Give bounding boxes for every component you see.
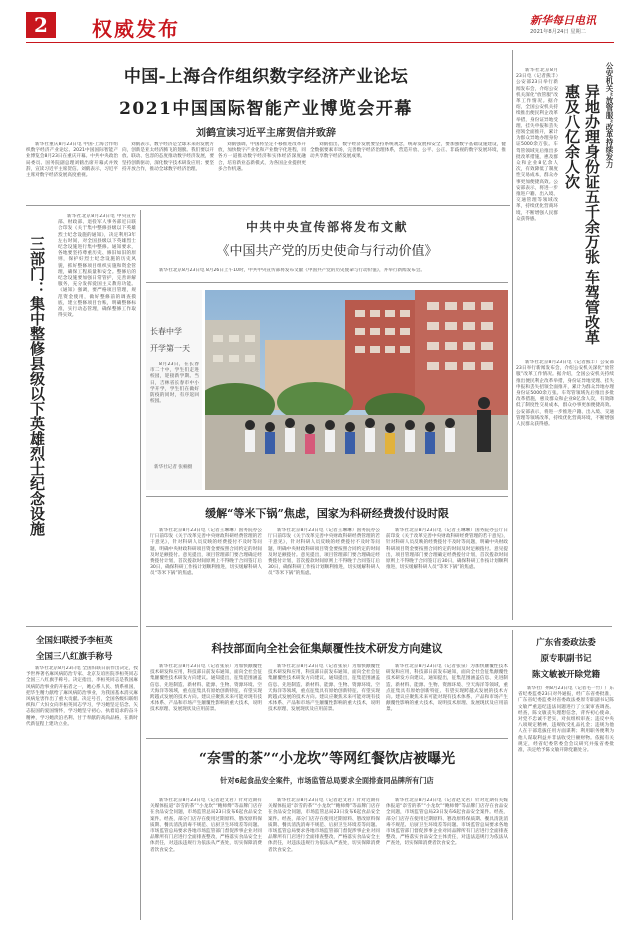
women-text: 新华社北京8月23日电 全国妇联日前作出决定，授予世界著名麻风病防治专家、北京友谊医院李桓英同志全国三八红旗手称号。决定指出，李桓英同志是我国麻风病防治事业的开拓者之一，她心系人民、情系祖国，把毕生精力献给了麻风病防治事业，为我国基本消灭麻风病危害作出了重大贡献。决定号召，全国各级妇联组织和广大妇女向李桓英同志学习，学习她坚定信念、矢志报国的爱国情怀，学习她坚守初心、执着追求的奋斗精神，学习她淡泊名利、甘于奉献的高尚品格，在新时代新征程上建功立业。 xyxy=(26,666,138,727)
lead-text-col-4: 刘鹤指出，数字经济发展要坚持系统观念，统筹发展和安全，要加强数字基础设施建设，健全数据要素市场，完善数字经济治理体系，营造开放、公平、公正、非歧视的数字发展环境，推动共享数字经济发展成果。 xyxy=(310,142,506,160)
publication-title: 中共中央宣传部将发布文献 xyxy=(245,220,408,234)
divider-left xyxy=(140,210,141,630)
divider-science-top xyxy=(146,496,508,497)
science-text-col-1: 新华社北京8月23日电（记者王琳琳）国务院办公厅日前印发《关于改革完善中央财政科研经费管理的若干意见》，针对科研人员反映的经费拨付不及时等问题，明确中央财政科研项目资金要按照合同约定的时间及时足额拨付。意见提出，项目管理部门要合理确定经费拨付计划，首次拨款时间原则上不得晚于合同签订后30日，确保科研工作按计划顺利推进，切实缓解科研人员“等米下锅”的焦虑。 xyxy=(150,528,262,577)
ministry-text-col-3: 新华社北京8月23日电（记者张泉）为加快颠覆性技术研发和应用，科技部日前发布通知，面向全社会征集颠覆性技术研发方向建议。通知提出，征集范围涵盖信息、先进制造、新材料、能源、生物、资源环境、空天海洋等领域，重点征集具有原始创新特征、有望实现跨越式发展的技术方向。建议应聚焦未来可能对现有技术体系、产品和市场产生颠覆性影响的重大技术，说明技术原理、发展现状及应用前景。 xyxy=(386,664,508,713)
photo-caption-box xyxy=(146,290,202,490)
right-text-lower: 新华社北京8月23日电（记者熊丰）公安部23日举行新闻发布会，介绍公安机关深化“放管服”改革工作情况。据介绍，全国公安机关持续推出便民利企改革举措，身份证异地受理、挂失申报和丢失招领全面推开，累计为群众异地办理身份证5000余万张。车驾管领域先后推出多批改革措施，惠及群众和企业8亿余人次，有效降低了制度性交易成本，群众办事更加便捷高效。公安部表示，将进一步推进户籍、出入境、交通管理等领域改革，持续优化营商环境，不断增强人民群众获得感。 xyxy=(516,360,614,428)
right-headline: 公安机关“放管服”改革持续发力 xyxy=(605,62,614,169)
photo-credit: 新华社记者 张楠摄 xyxy=(154,465,193,470)
divider-right xyxy=(512,50,513,620)
lead-headline-1: 中国-上海合作组织数字经济产业论坛 xyxy=(123,67,409,87)
divider-photo-top xyxy=(146,282,508,283)
right-deck-text: 异地办理身份证五千余万张 车驾管改革惠及八亿余人次 xyxy=(563,84,601,345)
lead-text-col-3: 刘鹤强调，中国将坚定不移推进改革开放，加快数字产业化和产业数字化进程，同各方一道推动数字经济和实体经济深度融合，培育新业态新模式，为各国企业提供更多合作机遇。 xyxy=(218,142,306,172)
women-headline-1: 全国妇联授予李桓英 xyxy=(36,636,113,646)
ministry-headline: 科技部面向全社会征集颠覆性技术研发方向建议 xyxy=(211,642,443,655)
photo-caption-line-1: 长春中学 xyxy=(150,327,182,336)
news-photo xyxy=(205,290,508,490)
photo-caption-text: 8月23日，在长春市二十中，学生们走进校园，迎接新学期。当日，吉林省长春市中小学开学，学生们在做好防疫的同时，有序返回校园。 xyxy=(150,362,199,405)
publication-text: 新华社北京8月23日电 8月26日上午10时，中共中央宣传部将发布文献《中国共产党的历史使命与行动价值》，并举行新闻发布会。 xyxy=(159,268,426,273)
lead-subtitle: 刘鹤宣读习近平主席贺信并致辞 xyxy=(196,128,336,139)
page-number: 2 xyxy=(34,13,48,37)
lead-headline-2: 2021中国国际智能产业博览会开幕 xyxy=(119,99,413,119)
food-text-col-3: 新华社北京8月23日电（记者赵文君）针对近期有关媒体报道“奈雪的茶”“小龙坎”“鲍师傅”等品牌门店存在食品安全问题，市场监管总局23日发布6起食品安全案件。经查，部分门店存在使用过期原料、篡改原料保质期、餐具清洗消毒不规范、后厨卫生环境差等问题。市场监管总局要求各地市场监管部门督促涉事企业对同品牌所有门店进行全面排查整改，严格落实食品安全主体责任，对违法违规行为依法从严查处，切实保障消费者饮食安全。 xyxy=(386,798,508,847)
divider-right-lower xyxy=(512,630,513,920)
right-text-upper: 新华社北京8月23日电（记者熊丰）公安部23日举行新闻发布会，介绍公安机关深化“放管服”改革工作情况。据介绍，全国公安机关持续推出便民利企改革举措，身份证异地受理、挂失申报和丢失招领全面推开，累计为群众异地办理身份证5000余万张。车驾管领域先后推出多批改革措施，惠及群众和企业8亿余人次，有效降低了制度性交易成本，群众办事更加便捷高效。公安部表示，将进一步推进户籍、出入境、交通管理等领域改革，持续优化营商环境，不断增强人民群众获得感。 xyxy=(516,68,558,222)
section-title: 权威发布 xyxy=(92,17,180,41)
guangdong-headline-1: 广东省委政法委 xyxy=(536,638,596,648)
food-headline: “奈雪的茶”“小龙坎”等网红餐饮店被曝光 xyxy=(198,751,456,767)
guangdong-headline-2: 原专职副书记 xyxy=(540,654,592,664)
school-scene-illustration xyxy=(205,290,508,490)
photo-caption-line-2: 开学第一天 xyxy=(150,344,190,353)
divider-women-top xyxy=(26,626,138,627)
right-deck xyxy=(562,84,602,354)
divider-left-lower xyxy=(140,630,141,920)
women-headline-2: 全国三八红旗手称号 xyxy=(36,652,113,662)
left-text: 新华社北京8月23日电 中央宣传部、财政部、退役军人事务部近日联合印发《关于集中整修县级以下英雄烈士纪念设施的通知》，决定利用3年左右时间，对全国县级以下英雄烈士纪念设施进行集中整修。通知要求，各地要坚持尊重历史、修旧如旧的原则，保护好烈士纪念设施的历史风貌，抓好整修项目组织实施和资金管理，确保工程质量和安全。整修后的纪念设施要加强日常管护，完善讲解服务，充分发挥爱国主义教育功能。《通知》强调，要严格项目管理，规范资金使用，做好整修前的调查摸底，建立整修项目台账，明确整修标准，实行动态管理，确保整修工作取得实效。 xyxy=(58,214,136,319)
divider-lead-bottom xyxy=(26,205,510,206)
guangdong-headline-3: 陈文敏被开除党籍 xyxy=(531,670,600,680)
science-text-col-2: 新华社北京8月23日电（记者王琳琳）国务院办公厅日前印发《关于改革完善中央财政科研经费管理的若干意见》，针对科研人员反映的经费拨付不及时等问题，明确中央财政科研项目资金要按照合同约定的时间及时足额拨付。意见提出，项目管理部门要合理确定经费拨付计划，首次拨款时间原则上不得晚于合同签订后30日，确保科研工作按计划顺利推进，切实缓解科研人员“等米下锅”的焦虑。 xyxy=(268,528,380,577)
food-text-col-1: 新华社北京8月23日电（记者赵文君）针对近期有关媒体报道“奈雪的茶”“小龙坎”“鲍师傅”等品牌门店存在食品安全问题，市场监管总局23日发布6起食品安全案件。经查，部分门店存在使用过期原料、篡改原料保质期、餐具清洗消毒不规范、后厨卫生环境差等问题。市场监管总局要求各地市场监管部门督促涉事企业对同品牌所有门店进行全面排查整改，严格落实食品安全主体责任，对违法违规行为依法从严查处，切实保障消费者饮食安全。 xyxy=(150,798,262,853)
guangdong-text: 新华社广州8月23日电（记者毛一竹）广东省纪委监委23日对外通报，经广东省委批准，广东省纪委监委对省委政法委原专职副书记陈文敏严重违纪违法问题进行了立案审查调查。经查，陈文敏丧失理想信念，背弃初心使命，对党不忠诚不老实，对抗组织审查；违反中央八项规定精神，违规收受礼品礼金；违规为他人在干部选拔任用方面谋利；利用职务便利为他人谋取利益并非法收受巨额财物。依据有关规定，经省纪委常委会会议研究并报省委批准，决定给予陈文敏开除党籍处分。 xyxy=(518,686,614,754)
page-number-block xyxy=(26,12,56,38)
left-headline: 三部门：集中整修县级以下英雄烈士纪念设施 xyxy=(28,236,46,536)
ministry-text-col-1: 新华社北京8月23日电（记者张泉）为加快颠覆性技术研发和应用，科技部日前发布通知，面向全社会征集颠覆性技术研发方向建议。通知提出，征集范围涵盖信息、先进制造、新材料、能源、生物、资源环境、空天海洋等领域，重点征集具有原始创新特征、有望实现跨越式发展的技术方向。建议应聚焦未来可能对现有技术体系、产品和市场产生颠覆性影响的重大技术，说明技术原理、发展现状及应用前景。 xyxy=(150,664,262,713)
food-text-col-2: 新华社北京8月23日电（记者赵文君）针对近期有关媒体报道“奈雪的茶”“小龙坎”“鲍师傅”等品牌门店存在食品安全问题，市场监管总局23日发布6起食品安全案件。经查，部分门店存在使用过期原料、篡改原料保质期、餐具清洗消毒不规范、后厨卫生环境差等问题。市场监管总局要求各地市场监管部门督促涉事企业对同品牌所有门店进行全面排查整改，严格落实食品安全主体责任，对违法违规行为依法从严查处，切实保障消费者饮食安全。 xyxy=(268,798,380,853)
food-subheadline: 针对6起食品安全案件，市场监管总局要求全面排查同品牌所有门店 xyxy=(220,776,434,785)
lead-text-col-2: 刘鹤表示，数字经济是全球未来的发展方向，创新是亚太经济腾飞的翅膀。我们要以开放、联动、包容的态度推动数字经济发展，要坚持创新驱动，深化数字技术研发应用；要坚持开放合作，推动全球数字经济治理。 xyxy=(122,142,214,172)
science-text-col-3: 新华社北京8月23日电（记者王琳琳）国务院办公厅日前印发《关于改革完善中央财政科研经费管理的若干意见》，针对科研人员反映的经费拨付不及时等问题，明确中央财政科研项目资金要按照合同约定的时间及时足额拨付。意见提出，项目管理部门要合理确定经费拨付计划，首次拨款时间原则上不得晚于合同签订后30日，确保科研工作按计划顺利推进，切实缓解科研人员“等米下锅”的焦虑。 xyxy=(386,528,508,571)
lead-text-col-1: 新华社重庆8月23日电 中国-上海合作组织数字经济产业论坛、2021中国国际智能产业博览会8月23日在重庆开幕。中共中央政治局委员、国务院副总理刘鹤出席开幕式并致辞，宣读习近平主席贺信。刘鹤表示，习近平主席对数字经济发展高度重视。 xyxy=(26,142,118,179)
publication-book-title: 《中国共产党的历史使命与行动价值》 xyxy=(216,244,438,259)
science-headline: 缓解“等米下锅”焦虑，国家为科研经费拨付设时限 xyxy=(205,507,449,520)
date-line: 2021年8月24日 星期二 xyxy=(530,29,586,35)
divider-food-top xyxy=(146,738,508,739)
divider-ministry-top xyxy=(146,626,612,627)
ministry-text-col-2: 新华社北京8月23日电（记者张泉）为加快颠覆性技术研发和应用，科技部日前发布通知，面向全社会征集颠覆性技术研发方向建议。通知提出，征集范围涵盖信息、先进制造、新材料、能源、生物、资源环境、空天海洋等领域，重点征集具有原始创新特征、有望实现跨越式发展的技术方向。建议应聚焦未来可能对现有技术体系、产品和市场产生颠覆性影响的重大技术，说明技术原理、发展现状及应用前景。 xyxy=(268,664,380,713)
masthead-rule xyxy=(26,42,614,43)
paper-logo: 新华每日电讯 xyxy=(530,14,596,27)
